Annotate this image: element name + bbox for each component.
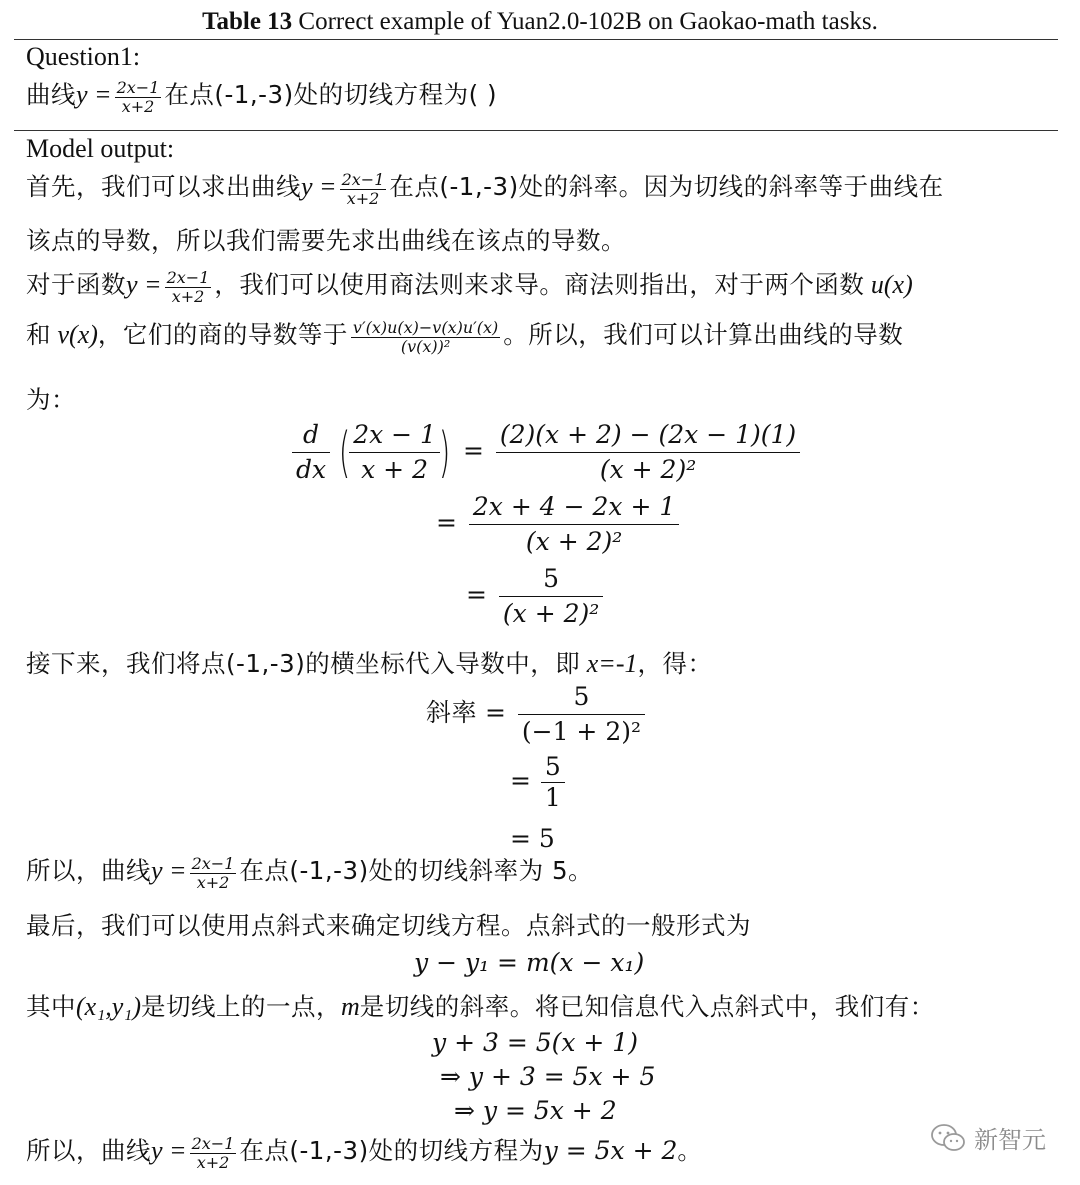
watermark-text: 新智元 — [974, 1126, 1046, 1154]
model-heading: Model output: — [26, 134, 175, 163]
para-2b: 和 v(x)，它们的商的导数等于 $\frac{v'(x)u(x)-v(x)u'(x)}{\text{(v(x))²}}$ 。所以，我们可以计算出曲线的导数 — [26, 317, 904, 356]
question-text: 曲线y = $\frac{2x-1}{x+2}$ 在点(-1,-3)处的切线方程为( ) — [26, 77, 498, 116]
para-3: 接下来，我们将点(-1,-3)的横坐标代入导数中，即 x=-1，得： — [26, 649, 713, 678]
para-1a: 首先，我们可以求出曲线y = $\frac{2x-1}{x+2}$ 在点(-1,-3)处的斜率。因为切线的斜率等于曲线在 — [26, 169, 944, 208]
para-4: 所以，曲线y = $\frac{2x-1}{x+2}$ 在点(-1,-3)处的切线斜率为 5。 — [26, 853, 594, 892]
wechat-icon — [930, 1123, 966, 1153]
slope-line-3: = 5 — [510, 824, 555, 853]
question-heading: Question1: — [26, 42, 141, 71]
top-rule — [14, 39, 1058, 40]
table-caption — [0, 8, 1080, 36]
watermark — [930, 1120, 1046, 1155]
equation-3: ⇒ y = 5x + 2 — [454, 1096, 617, 1125]
equation-1: y + 3 = 5(x + 1) — [432, 1028, 638, 1057]
para-6: 其中(x₁,y₁)是切线上的一点，m是切线的斜率。将已知信息代入点斜式中，我们有： — [26, 992, 935, 1021]
derivative-line-1: $\frac{d}{dx}$ ( $\frac{2x - 1}{x + 2}$ ) = $\frac{(2)(x + 2) - (2x - 1)(1)}{\text{(x + 2)²}}$ — [288, 418, 804, 487]
equation-2: ⇒ y + 3 = 5x + 5 — [440, 1062, 656, 1091]
slope-line-1: 斜率 = $\frac{5}{\text{(−1 + 2)²}}$ — [426, 680, 649, 749]
derivative-line-2: = $\frac{2x + 4 - 2x + 1}{\text{(x + 2)²}}$ — [436, 490, 683, 559]
para-7: 所以，曲线y = $\frac{2x-1}{x+2}$ 在点(-1,-3)处的切线方程为y = 5x + 2。 — [26, 1133, 703, 1172]
question-fraction: $\frac{2x-1}{x+2}$ — [116, 77, 160, 116]
para-2c: 为： — [26, 385, 76, 414]
table-label: Table 13 — [202, 8, 293, 35]
para-2a: 对于函数y = $\frac{2x-1}{x+2}$ ，我们可以使用商法则来求导。商法则指出，对于两个函数 u(x) — [26, 267, 913, 306]
mid-rule — [14, 130, 1058, 131]
derivative-line-3: = $\frac{5}{\text{(x + 2)²}}$ — [466, 562, 607, 631]
quotient-rule-fraction: $\frac{v'(x)u(x)-v(x)u'(x)}{\text{(v(x))²}}$ — [352, 317, 499, 356]
table-caption-text: Correct example of Yuan2.0-102B on Gaokao-math tasks. — [298, 8, 878, 35]
para-1b: 该点的导数，所以我们需要先求出曲线在该点的导数。 — [26, 226, 626, 255]
slope-line-2: = $\frac{5}{1}$ — [510, 752, 567, 813]
para-5: 最后，我们可以使用点斜式来确定切线方程。点斜式的一般形式为 — [26, 911, 751, 940]
point-slope-formula: y − y₁ = m(x − x₁) — [414, 948, 645, 977]
